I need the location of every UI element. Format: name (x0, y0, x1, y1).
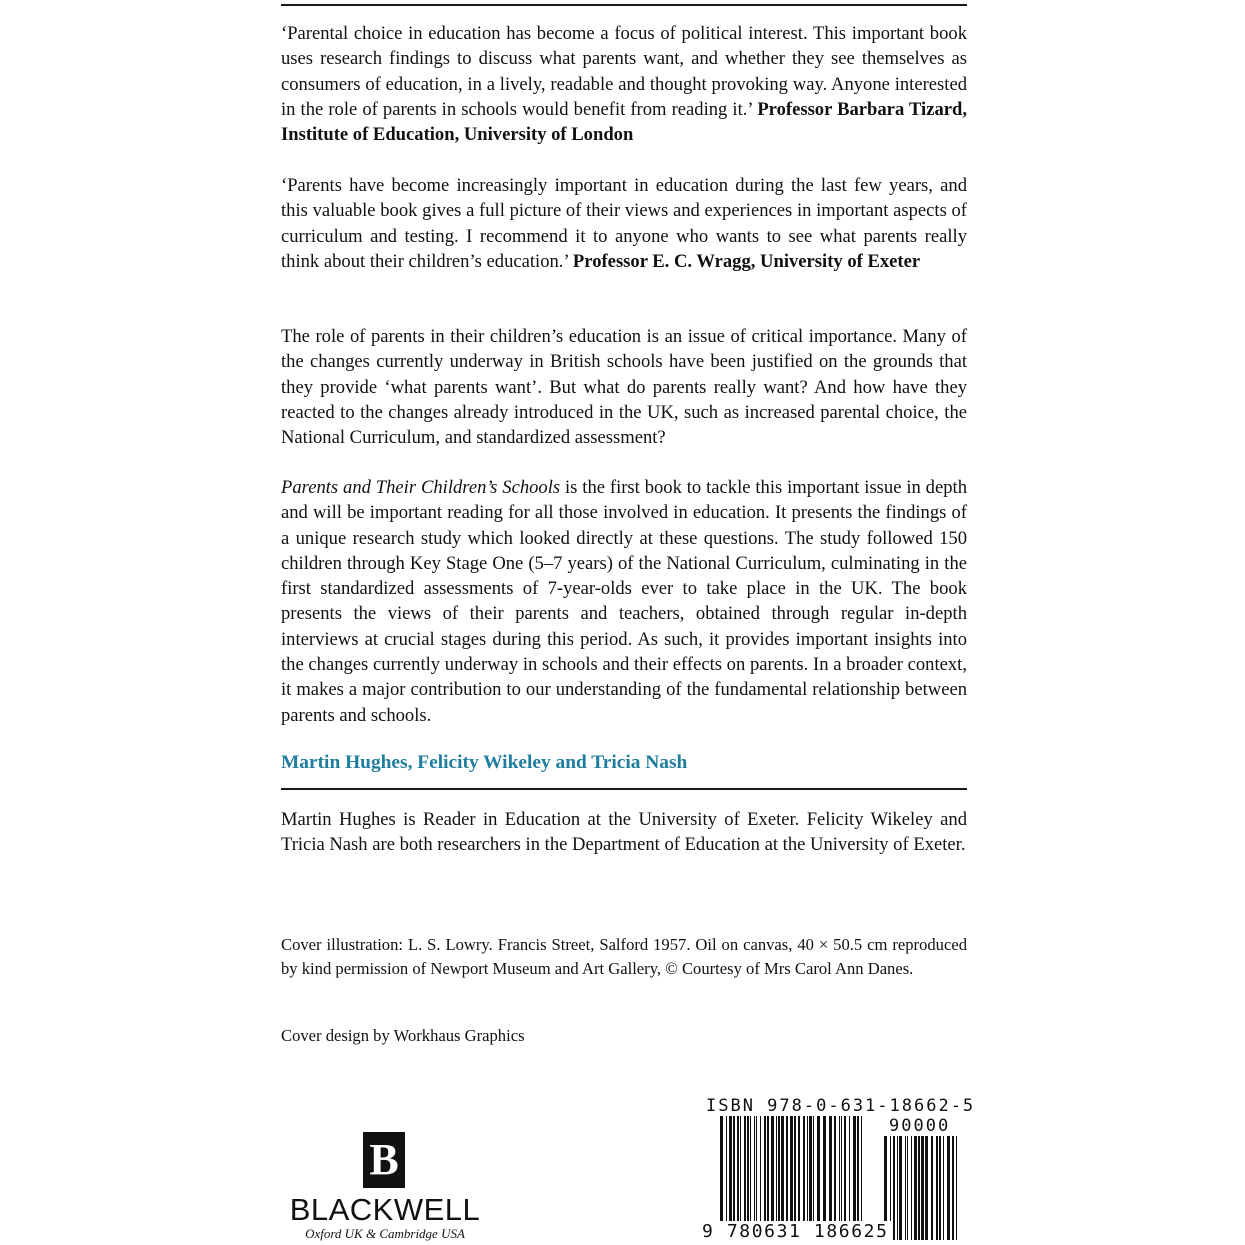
barcode-bar (750, 1116, 751, 1226)
barcode-bar (931, 1136, 933, 1240)
authors-line: Martin Hughes, Felicity Wikeley and Tricia Nash (281, 752, 688, 773)
publisher-logo (287, 1132, 483, 1242)
review-quote-2 (281, 173, 967, 274)
barcode-bar (760, 1116, 761, 1226)
cover-illustration-credit (281, 933, 967, 980)
barcode-bar (834, 1116, 836, 1226)
publisher-mark: B (363, 1132, 405, 1188)
cover-design-credit: Cover design by Workhaus Graphics (281, 1026, 525, 1045)
barcode-bar (807, 1116, 808, 1226)
quote-text: ‘Parental choice in education has become a focus of political interest. This important book uses research findings to discuss what parents want, and whether they see themselves as consumers of education, in a lively, readable and thought provoking way. Anyone interested in the role of parents in schools would benefit from reading it.’ (281, 23, 967, 120)
quote-text: ‘Parents have become increasingly important in education during the last few years, and this valuable book gives a full picture of their views and experiences in important aspects of curriculum and testing. I recommend it to anyone who wants to see what parents really think about their children’s education.’ (281, 175, 967, 272)
barcode-bar (936, 1136, 938, 1240)
barcode-bar (925, 1136, 928, 1240)
barcode-bar (726, 1116, 727, 1226)
barcode-bar (844, 1116, 846, 1226)
description-body (281, 475, 967, 728)
barcode-bar (952, 1136, 954, 1240)
barcode-bar (905, 1136, 906, 1240)
authors-rule (281, 788, 967, 790)
barcode-bar (893, 1136, 895, 1240)
publisher-locations: Oxford UK & Cambridge USA (305, 1226, 465, 1241)
barcode-bar (764, 1116, 766, 1226)
barcode-bar (817, 1116, 820, 1226)
barcode-bar (747, 1116, 749, 1226)
barcode-bar (744, 1116, 746, 1226)
addon-code: 90000 (889, 1116, 951, 1136)
barcode-bar (720, 1116, 723, 1226)
description-body-text: is the first book to tackle this important issue in depth and will be important reading for all those involved in education. It presents the findings of a unique research study which looked directly at these questions. The study followed 150 children through Key Stage One (5–7 years) of the National Curriculum, culminating in the first standardized assessments of 7-year-olds ever to take place in the UK. The book presents the views of their parents and teachers, obtained through regular in-depth interviews at crucial stages during this period. As such, it provides important insights into the changes currently underway in schools and their effects on parents. In a broader context, it makes a major contribution to our understanding of the fundamental relationship between parents and schools. (281, 477, 967, 726)
barcode-bar (798, 1116, 800, 1226)
barcode-bar (733, 1116, 735, 1226)
barcode-bar (786, 1116, 788, 1226)
description-intro (281, 324, 967, 450)
barcode-bar (911, 1136, 912, 1240)
barcode-bar (849, 1116, 850, 1226)
barcode-bar (939, 1136, 941, 1240)
barcode-bar (956, 1136, 957, 1240)
barcode-bar (737, 1116, 739, 1226)
barcode-bar (803, 1116, 805, 1226)
barcode-bar (857, 1116, 859, 1226)
cover-illustration-text: Cover illustration: L. S. Lowry. Francis Street, Salford 1957. Oil on canvas, 40 × 50.5 cm reproduced by kind permission of Newport Museum and Art Gallery, © Courtesy of Mrs Carol Ann Danes. (281, 935, 967, 978)
barcode-bar (823, 1116, 826, 1226)
barcode-bar (914, 1136, 917, 1240)
barcode-bar (794, 1116, 796, 1226)
author-bio (281, 807, 967, 858)
barcode-bar (921, 1136, 924, 1240)
barcode-bar (754, 1116, 755, 1226)
isbn-label: ISBN 978-0-631-18662-5 (706, 1096, 976, 1116)
barcode-bar (897, 1136, 898, 1240)
top-rule (281, 4, 967, 6)
publisher-name: BLACKWELL (289, 1192, 481, 1227)
barcode-bar (829, 1116, 832, 1226)
barcode-bar (781, 1116, 784, 1226)
barcode-bar (918, 1136, 920, 1240)
ean-barcode (720, 1116, 866, 1226)
barcode-bar (839, 1116, 840, 1226)
author-bio-text: Martin Hughes is Reader in Education at the University of Exeter. Felicity Wikeley and Tricia Nash are both researchers in the Department of Education at the University of Exeter. (281, 809, 967, 856)
barcode-bar (771, 1116, 774, 1226)
barcode-bar (899, 1136, 902, 1240)
quote-attribution: Professor E. C. Wragg, University of Exeter (572, 250, 921, 272)
book-title: Parents and Their Children’s Schools (281, 477, 561, 498)
barcode-bar (853, 1116, 856, 1226)
addon-barcode (884, 1136, 959, 1240)
barcode-bar (767, 1116, 769, 1226)
barcode-bar (778, 1116, 780, 1226)
quote-attribution: Professor Barbara Tizard, Institute of Education, University of London (281, 98, 968, 146)
review-quote-1 (281, 21, 967, 147)
description-intro-text: The role of parents in their children’s education is an issue of critical importance. Many of the changes currently underway in British schools have been justified on the grounds that they provide ‘what parents want’. But what do parents really want? And how have they reacted to the changes already introduced in the UK, such as increased parental choice, the National Curriculum, and standardized assessment? (281, 326, 967, 449)
barcode-bar (729, 1116, 732, 1226)
barcode-bar (756, 1116, 757, 1226)
barcode-bar (943, 1136, 944, 1240)
barcode-bar (813, 1116, 814, 1226)
barcode-bar (740, 1116, 741, 1226)
barcode-bar (947, 1136, 950, 1240)
barcode-bar (861, 1116, 862, 1226)
barcode-bar (809, 1116, 812, 1226)
barcode-bar (907, 1136, 908, 1240)
barcode-bar (841, 1116, 842, 1226)
barcode-bar (776, 1116, 777, 1226)
ean-number: 9 780631 186625 (702, 1221, 889, 1242)
barcode-bar (790, 1116, 793, 1226)
